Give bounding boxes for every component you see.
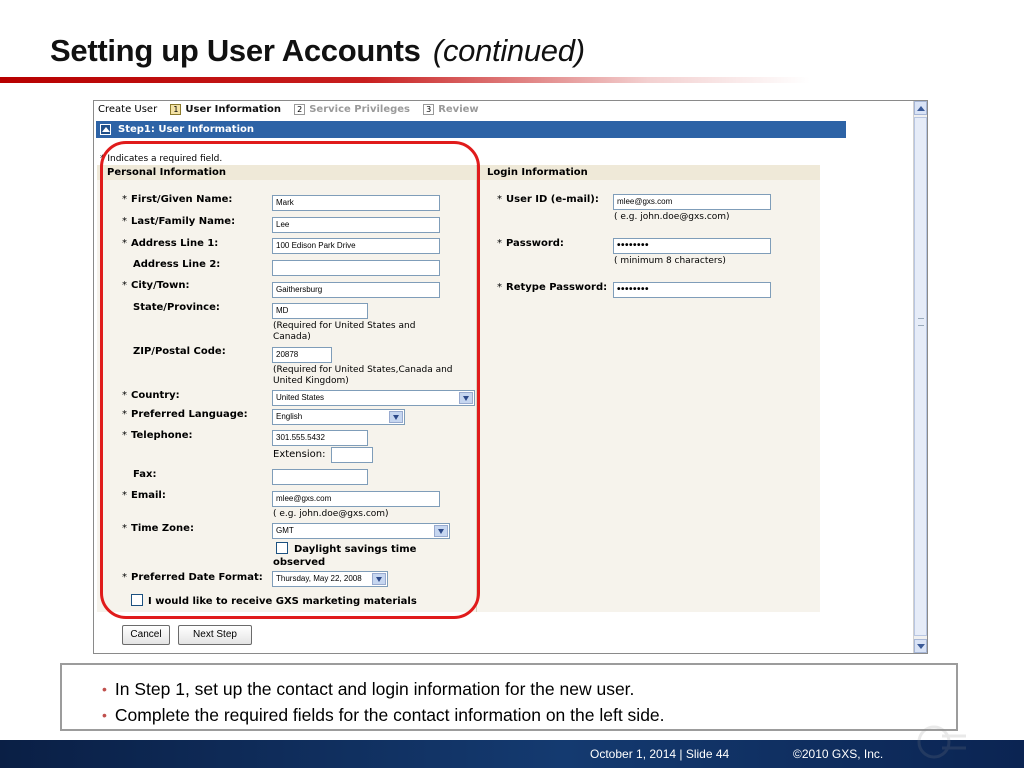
dst-label-line2: observed [273, 557, 326, 568]
slide-footer [0, 740, 1024, 768]
vertical-scrollbar[interactable] [913, 101, 927, 653]
step-header [96, 121, 846, 138]
zip-label: ZIP/Postal Code: [133, 346, 226, 357]
zip-hint-line2: United Kingdom) [273, 376, 349, 386]
step-3-number: 3 [423, 104, 434, 115]
address-line-2-input[interactable] [272, 260, 440, 276]
fax-input[interactable] [272, 469, 368, 485]
gxs-logo [914, 722, 974, 762]
caption-bullet-2: • Complete the required fields for the contact information on the left side. [102, 705, 665, 725]
city-input[interactable]: Gaithersburg [272, 282, 440, 298]
user-id-input[interactable]: mlee@gxs.com [613, 194, 771, 210]
email-label: * Email: [122, 490, 166, 501]
step-2-number: 2 [294, 104, 305, 115]
date-format-select[interactable] [272, 571, 388, 587]
language-select[interactable] [272, 409, 405, 425]
marketing-checkbox[interactable] [131, 594, 143, 606]
app-window [93, 100, 928, 654]
user-id-label: * User ID (e-mail): [497, 194, 599, 205]
slide-title [50, 33, 585, 69]
state-label: State/Province: [133, 302, 220, 313]
slide-title-main: Setting up User Accounts [50, 33, 421, 68]
step-3-label[interactable]: Review [438, 104, 479, 115]
language-label: * Preferred Language: [122, 409, 248, 420]
user-id-hint: ( e.g. john.doe@gxs.com) [614, 212, 730, 222]
city-label: * City/Town: [122, 280, 190, 291]
cancel-button[interactable]: Cancel [122, 625, 170, 645]
caption-list [102, 676, 665, 728]
first-name-label: * First/Given Name: [122, 194, 233, 205]
date-format-label: * Preferred Date Format: [122, 572, 263, 583]
title-rule [0, 77, 810, 83]
extension-input[interactable] [331, 447, 373, 463]
scroll-thumb[interactable] [914, 117, 927, 636]
last-name-label: * Last/Family Name: [122, 216, 236, 227]
step-2-label[interactable]: Service Privileges [309, 104, 410, 115]
password-input[interactable]: •••••••• [613, 238, 771, 254]
telephone-label: * Telephone: [122, 430, 193, 441]
required-note: * Indicates a required field. [100, 154, 223, 164]
personal-info-header: Personal Information [97, 165, 476, 180]
retype-password-input[interactable]: •••••••• [613, 282, 771, 298]
country-select[interactable] [272, 390, 475, 406]
fax-label: Fax: [133, 469, 157, 480]
address-line-1-input[interactable]: 100 Edison Park Drive [272, 238, 440, 254]
login-info-header: Login Information [477, 165, 820, 180]
retype-password-label: * Retype Password: [497, 282, 608, 293]
first-name-input[interactable]: Mark [272, 195, 440, 211]
caption-box [60, 663, 958, 731]
timezone-value: GMT [276, 526, 294, 535]
wizard-breadcrumb [98, 104, 479, 118]
step-1-number: 1 [170, 104, 181, 115]
step-header-label: Step1: User Information [118, 124, 254, 135]
next-step-button[interactable]: Next Step [178, 625, 252, 645]
scroll-grip [918, 318, 924, 326]
zip-input[interactable]: 20878 [272, 347, 332, 363]
email-hint: ( e.g. john.doe@gxs.com) [273, 509, 389, 519]
breadcrumb-root: Create User [98, 104, 158, 115]
zip-hint-line1: (Required for United States,Canada and [273, 365, 453, 375]
timezone-label: * Time Zone: [122, 523, 194, 534]
state-input[interactable]: MD [272, 303, 368, 319]
address-line-1-label: * Address Line 1: [122, 238, 219, 249]
timezone-select[interactable] [272, 523, 450, 539]
chevron-down-icon [434, 525, 448, 537]
telephone-input[interactable]: 301.555.5432 [272, 430, 368, 446]
footer-copyright: ©2010 GXS, Inc. [793, 747, 884, 761]
dst-label-line1: Daylight savings time [294, 544, 417, 555]
date-format-value: Thursday, May 22, 2008 [276, 574, 362, 583]
state-hint-line1: (Required for United States and [273, 321, 416, 331]
marketing-label: I would like to receive GXS marketing materials [148, 596, 417, 607]
password-hint: ( minimum 8 characters) [614, 256, 726, 266]
slide-title-suffix: (continued) [432, 33, 585, 68]
bullet-icon: • [102, 681, 107, 697]
footer-date-slide: October 1, 2014 | Slide 44 [590, 747, 730, 761]
caption-bullet-1: • In Step 1, set up the contact and login information for the new user. [102, 679, 635, 699]
address-line-2-label: Address Line 2: [133, 259, 221, 270]
password-label: * Password: [497, 238, 564, 249]
country-value: United States [276, 393, 325, 402]
country-label: * Country: [122, 390, 180, 401]
collapse-icon[interactable] [100, 124, 111, 135]
dst-checkbox[interactable] [276, 542, 288, 554]
scroll-up-icon[interactable] [914, 101, 927, 115]
step-1-label[interactable]: User Information [185, 104, 282, 115]
login-info-panel [477, 165, 820, 612]
state-hint-line2: Canada) [273, 332, 311, 342]
extension-label: Extension: [273, 449, 326, 460]
language-value: English [276, 412, 303, 421]
email-input[interactable]: mlee@gxs.com [272, 491, 440, 507]
last-name-input[interactable]: Lee [272, 217, 440, 233]
chevron-down-icon [372, 573, 386, 585]
chevron-down-icon [459, 392, 473, 404]
bullet-icon: • [102, 707, 107, 723]
chevron-down-icon [389, 411, 403, 423]
scroll-down-icon[interactable] [914, 639, 927, 653]
